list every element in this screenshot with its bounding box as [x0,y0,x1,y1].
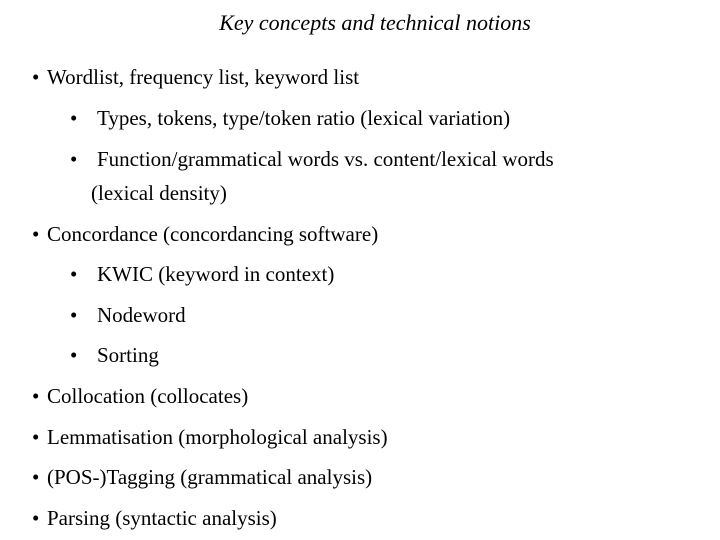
list-item-text: Parsing (syntactic analysis) [47,506,277,530]
list-item-text: Wordlist, frequency list, keyword list [47,65,360,89]
list-item [32,465,372,489]
list-item [70,303,186,327]
bullet-icon: • [32,384,40,408]
bullet-icon: • [70,343,78,367]
bullet-icon: • [32,465,40,489]
bullet-icon: • [70,262,78,286]
list-item-continuation: (lexical density) [91,181,227,205]
list-item [70,262,334,286]
list-item [32,222,378,246]
bullet-icon: • [70,147,78,171]
list-item-text: Types, tokens, type/token ratio (lexical variation) [97,106,511,130]
list-item-text: Function/grammatical words vs. content/lexical words [97,147,554,171]
list-item-text: Collocation (collocates) [47,384,249,408]
list-item [32,506,277,530]
list-item-text: Lemmatisation (morphological analysis) [47,425,388,449]
bullet-icon: • [32,222,40,246]
bullet-icon: • [70,303,78,327]
list-item [32,65,359,89]
bullet-icon: • [32,506,40,530]
list-item-text: Sorting [97,343,159,367]
list-item [70,106,510,130]
bullet-icon: • [32,425,40,449]
list-item [70,343,159,367]
bullet-icon: • [70,106,78,130]
bullet-icon: • [32,65,40,89]
list-item-text: Nodeword [97,303,186,327]
list-item-text: KWIC (keyword in context) [97,262,335,286]
list-item-text: (POS-)Tagging (grammatical analysis) [47,465,373,489]
list-item [32,425,388,449]
list-item [32,384,248,408]
list-item-text: Concordance (concordancing software) [47,222,379,246]
list-item [70,147,554,171]
slide-title: Key concepts and technical notions [219,10,531,35]
